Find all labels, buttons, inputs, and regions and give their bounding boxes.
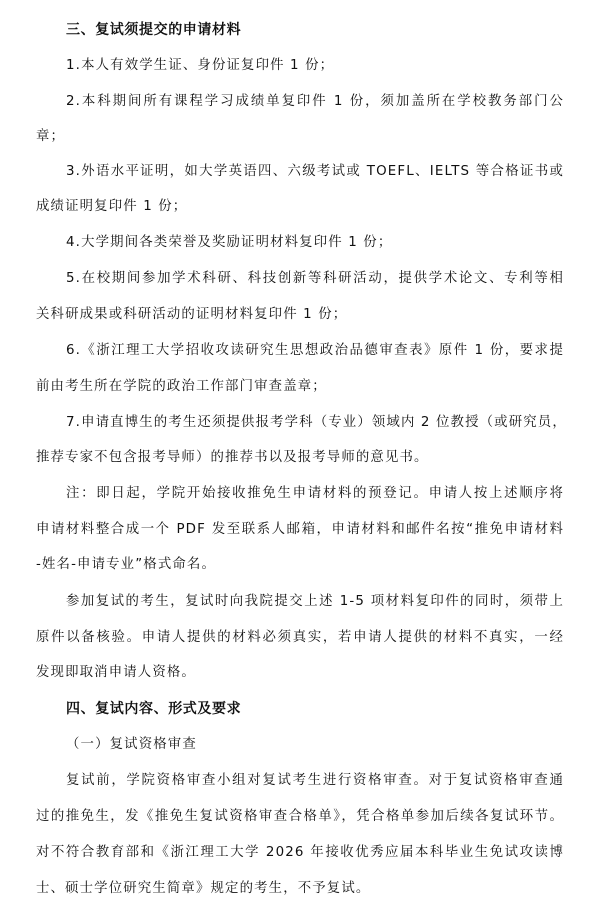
section-heading-3: 三、复试须提交的申请材料 [66, 22, 242, 38]
subsection-heading: （一）复试资格审查 [66, 737, 197, 752]
review-paragraph-line-4: 士、硕士学位研究生简章》规定的考生，不予复试。 [36, 881, 371, 896]
list-item-2-line-2: 章； [36, 129, 66, 144]
review-paragraph-line-1: 复试前，学院资格审查小组对复试考生进行资格审查。对于复试资格审查通 [66, 773, 564, 788]
list-item-3-line-1: 3.外语水平证明，如大学英语四、六级考试或 TOEFL、IELTS 等合格证书或 [66, 164, 564, 179]
list-item-3-line-2: 成绩证明复印件 1 份； [36, 199, 188, 214]
note-line-2: 申请材料整合成一个 PDF 发至联系人邮箱，申请材料和邮件名按“推免申请材料 [36, 522, 564, 537]
review-paragraph-line-2: 过的推免生，发《推免生复试资格审查合格单》，凭合格单参加后续各复试环节。 [36, 809, 564, 824]
list-item-1: 1.本人有效学生证、身份证复印件 1 份； [66, 58, 335, 73]
list-item-6-line-1: 6.《浙江理工大学招收攻读研究生思想政治品德审查表》原件 1 份，要求提 [66, 343, 564, 358]
section-heading-4: 四、复试内容、形式及要求 [66, 701, 242, 717]
list-item-7-line-2: 推荐专家不包含报考导师）的推荐书以及报考导师的意见书。 [36, 450, 429, 465]
list-item-4: 4.大学期间各类荣誉及奖励证明材料复印件 1 份； [66, 235, 393, 250]
note-line-1: 注：即日起，学院开始接收推免生申请材料的预登记。申请人按上述顺序将 [66, 486, 564, 501]
list-item-5-line-1: 5.在校期间参加学术科研、科技创新等科研活动，提供学术论文、专利等相 [66, 271, 564, 286]
list-item-2-line-1: 2.本科期间所有课程学习成绩单复印件 1 份，须加盖所在学校教务部门公 [66, 94, 564, 109]
list-item-5-line-2: 关科研成果或科研活动的证明材料复印件 1 份； [36, 307, 348, 322]
review-paragraph-line-3: 对不符合教育部和《浙江理工大学 2026 年接收优秀应届本科毕业生免试攻读博 [36, 845, 564, 860]
originals-line-1: 参加复试的考生，复试时向我院提交上述 1-5 项材料复印件的同时，须带上 [66, 594, 564, 609]
list-item-6-line-2: 前由考生所在学院的政治工作部门审查盖章； [36, 379, 327, 394]
list-item-7-line-1: 7.申请直博生的考生还须提供报考学科（专业）领域内 2 位教授（或研究员， [66, 415, 567, 430]
originals-line-2: 原件以备核验。申请人提供的材料必须真实，若申请人提供的材料不真实，一经 [36, 630, 564, 645]
note-line-3: -姓名-申请专业”格式命名。 [36, 557, 216, 572]
originals-line-3: 发现即取消申请人资格。 [36, 665, 196, 680]
